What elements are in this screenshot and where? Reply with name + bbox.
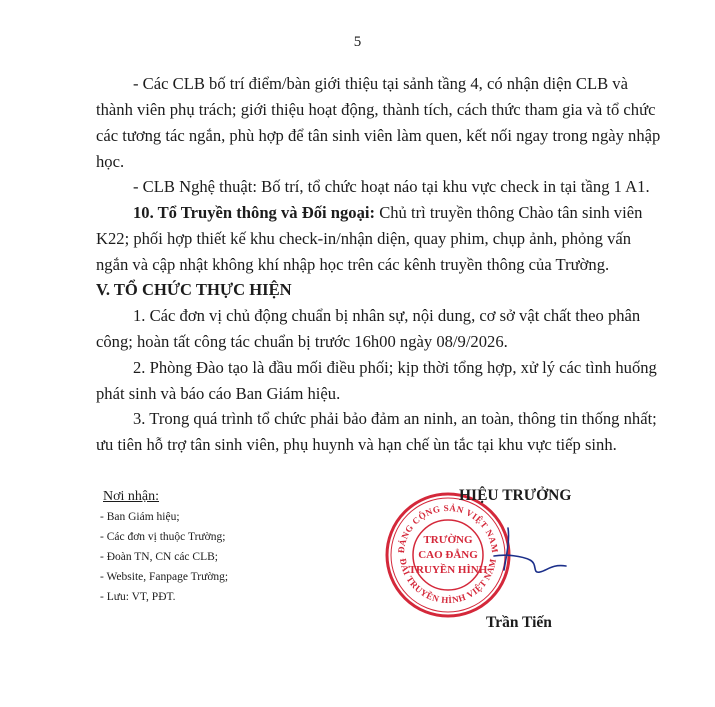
page-number: 5 <box>353 34 362 50</box>
signatory-name: Trần Tiến <box>486 614 552 631</box>
paragraph-line: 1. Các đơn vị chủ động chuẩn bị nhân sự, nội dung, cơ sở vật chất theo phân <box>133 306 641 325</box>
paragraph-line: phát sinh và báo cáo Ban Giám hiệu. <box>96 384 341 403</box>
paragraph-line: K22; phối hợp thiết kế khu check-in/nhận diện, quay phim, chụp ảnh, phỏng vấn <box>96 229 632 248</box>
seal-ring-bottom: ĐÀI TRUYỀN HÌNH VIỆT NAM <box>398 557 499 606</box>
paragraph-line: 3. Trong quá trình tổ chức phải bảo đảm an ninh, an toàn, thông tin thống nhất; <box>133 409 657 428</box>
paragraph-line: ngắn và cập nhật không khí nhập học trên các kênh truyền thông của Trường. <box>96 255 610 274</box>
item-10-text: Chủ trì truyền thông Chào tân sinh viên <box>375 203 643 222</box>
paragraph-line <box>133 203 642 223</box>
paragraph-line: 2. Phòng Đào tạo là đầu mối điều phối; kịp thời tổng hợp, xử lý các tình huống <box>133 358 657 377</box>
section-heading: V. TỔ CHỨC THỰC HIỆN <box>96 280 292 299</box>
recipient-item: - Website, Fanpage Trường; <box>100 571 229 583</box>
seal-ring-top: ĐẢNG CỘNG SẢN VIỆT NAM <box>395 502 501 554</box>
recipients-heading: Nơi nhận: <box>103 489 160 504</box>
paragraph-line: - Các CLB bố trí điểm/bàn giới thiệu tại sảnh tầng 4, có nhận diện CLB và <box>133 74 628 93</box>
recipient-item: - Ban Giám hiệu; <box>100 511 180 523</box>
seal-center-line: TRUYỀN HÌNH <box>408 564 488 576</box>
paragraph-line: học. <box>96 152 125 171</box>
paragraph-line: công; hoàn tất công tác chuẩn bị trước 16h00 ngày 08/9/2026. <box>96 332 508 351</box>
paragraph-line: các tương tác ngắn, phù hợp để tân sinh viên làm quen, kết nối ngay trong ngày nhập <box>96 126 661 145</box>
signatory-title: HIỆU TRƯỞNG <box>459 487 572 504</box>
recipient-item: - Đoàn TN, CN các CLB; <box>100 551 218 563</box>
paragraph-line: thành viên phụ trách; giới thiệu hoạt động, thành tích, cách thức tham gia và tổ chức <box>96 100 656 119</box>
seal-center-line: TRƯỜNG <box>423 534 473 546</box>
item-10-heading: 10. Tổ Truyền thông và Đối ngoại: <box>133 203 376 222</box>
handwritten-signature <box>480 520 570 580</box>
paragraph-line: - CLB Nghệ thuật: Bố trí, tổ chức hoạt náo tại khu vực check in tại tầng 1 A1. <box>133 177 650 196</box>
paragraph-line: ưu tiên hỗ trợ tân sinh viên, phụ huynh và hạn chế ùn tắc tại khu vực tiếp sinh. <box>96 435 617 454</box>
seal-center-line: CAO ĐẲNG <box>418 549 478 561</box>
recipient-item: - Lưu: VT, PĐT. <box>100 591 176 603</box>
recipient-item: - Các đơn vị thuộc Trường; <box>100 531 226 543</box>
